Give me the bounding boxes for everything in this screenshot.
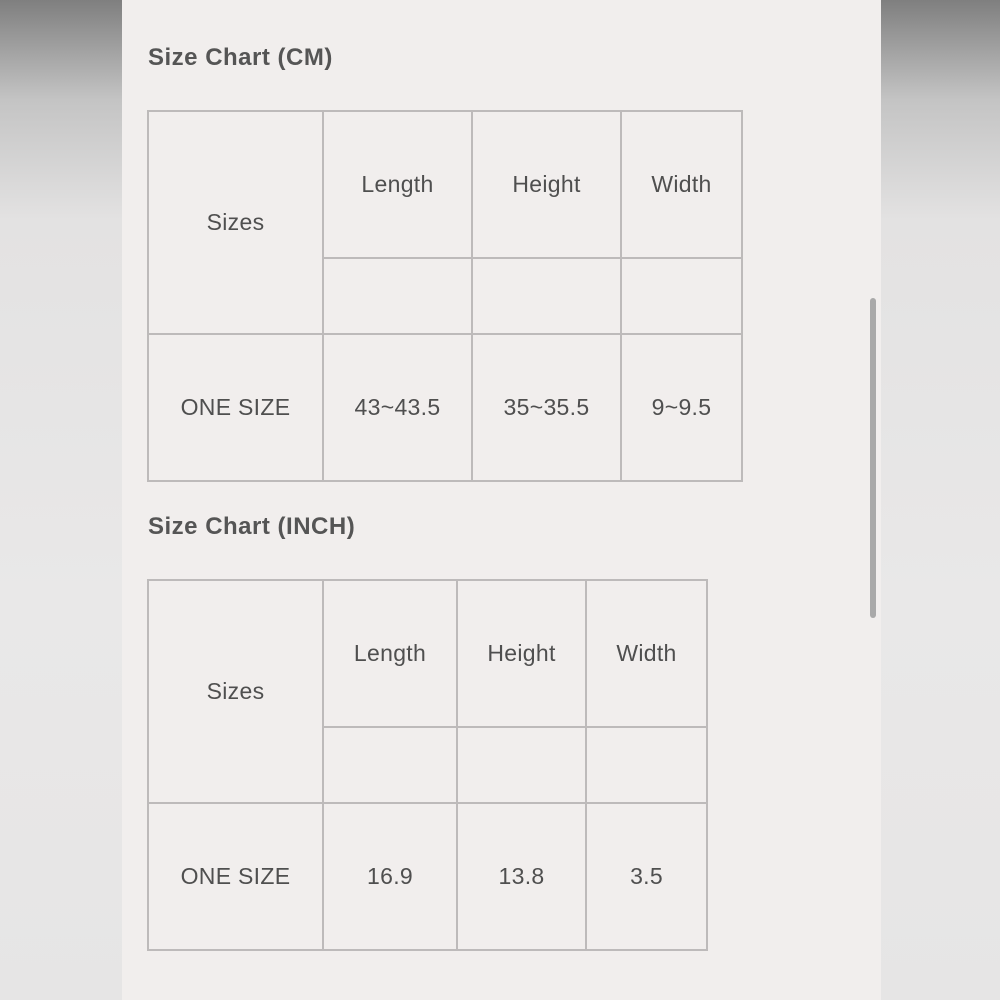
header-sizes: Sizes [148,111,323,334]
header-height: Height [457,580,586,727]
cell-size: ONE SIZE [148,334,323,481]
header-length: Length [323,580,457,727]
cell-width: 9~9.5 [621,334,742,481]
empty-cell [323,258,472,334]
cell-width: 3.5 [586,803,707,950]
empty-cell [323,727,457,803]
header-width: Width [621,111,742,258]
header-length: Length [323,111,472,258]
cell-length: 16.9 [323,803,457,950]
empty-cell [621,258,742,334]
table-row [148,334,742,481]
size-chart-inch-title: Size Chart (INCH) [148,513,356,540]
size-chart-inch-table [147,579,708,951]
empty-cell [472,258,621,334]
table-header-row [148,580,707,727]
header-height: Height [472,111,621,258]
background-left [0,0,122,1000]
size-chart-cm-table [147,110,743,482]
cell-length: 43~43.5 [323,334,472,481]
empty-cell [586,727,707,803]
header-width: Width [586,580,707,727]
cell-height: 35~35.5 [472,334,621,481]
header-sizes: Sizes [148,580,323,803]
table-row [148,803,707,950]
empty-cell [457,727,586,803]
background-right [881,0,1000,1000]
cell-size: ONE SIZE [148,803,323,950]
scrollbar-thumb[interactable] [870,298,876,618]
size-chart-cm-title: Size Chart (CM) [148,44,333,71]
table-header-row [148,111,742,258]
cell-height: 13.8 [457,803,586,950]
